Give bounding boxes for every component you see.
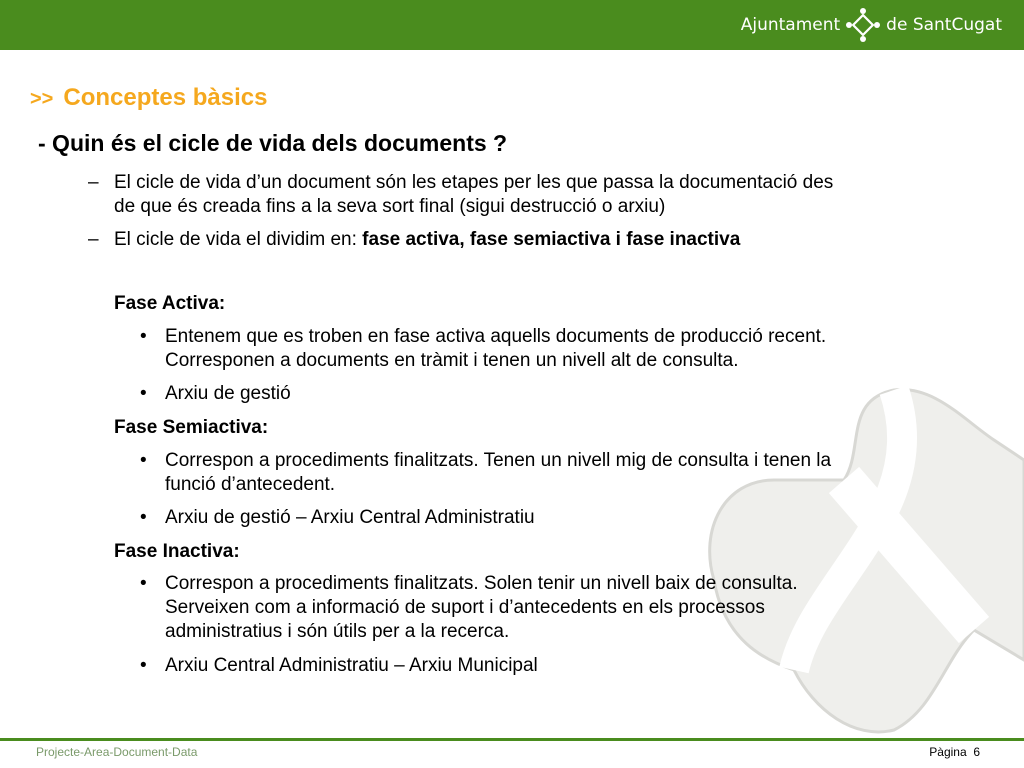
watermark-emblem-icon — [694, 330, 1024, 740]
bullet-marker: • — [140, 655, 147, 676]
page-label: Pàgina — [929, 745, 967, 759]
fase-semiactiva-title: Fase Semiactiva: — [114, 417, 269, 438]
fase-activa-b1-line2: Corresponen a documents en tràmit i tenen un nivell alt de consulta. — [165, 350, 739, 371]
bullet-marker: • — [140, 507, 147, 528]
question-heading: - Quin és el cicle de vida dels documents ? — [38, 130, 508, 156]
footer-project-name: Projecte-Area-Document-Data — [36, 745, 198, 759]
section-marker: >> — [30, 88, 54, 110]
fase-semiactiva-b1-line1: Correspon a procediments finalitzats. Tenen un nivell mig de consulta i tenen la — [165, 450, 832, 471]
fase-inactiva-b1-line2: Serveixen com a informació de suport i d’antecedents en els processos — [165, 597, 765, 618]
dash-marker: – — [88, 172, 99, 193]
bullet-marker: • — [140, 573, 147, 594]
fase-inactiva-b1-line3: administratius i són útils per a la recerca. — [165, 621, 510, 642]
section-title-text: Conceptes bàsics — [63, 84, 268, 111]
fase-inactiva-b2: Arxiu Central Administratiu – Arxiu Municipal — [165, 655, 538, 676]
dash2-bold: fase activa, fase semiactiva i fase inactiva — [362, 229, 741, 250]
footer-divider — [0, 738, 1024, 741]
dash1-line2: de que és creada fins a la seva sort final (sigui destrucció o arxiu) — [114, 196, 666, 217]
fase-inactiva-b1-line1: Correspon a procediments finalitzats. Solen tenir un nivell baix de consulta. — [165, 573, 798, 594]
footer-page-indicator — [929, 745, 980, 759]
dash1-line1: El cicle de vida d’un document són les etapes per les que passa la documentació des — [114, 172, 834, 193]
bullet-marker: • — [140, 450, 147, 471]
dash2-text: El cicle de vida el dividim en: — [114, 229, 363, 250]
header-bar — [0, 0, 1024, 50]
dash2-line — [114, 228, 740, 252]
fase-activa-title: Fase Activa: — [114, 293, 226, 314]
page-number: 6 — [973, 745, 980, 759]
section-title — [30, 84, 267, 112]
fase-semiactiva-b2: Arxiu de gestió – Arxiu Central Administratiu — [165, 507, 535, 528]
fase-semiactiva-b1-line2: funció d’antecedent. — [165, 474, 336, 495]
bullet-marker: • — [140, 383, 147, 404]
fase-activa-b1-line1: Entenem que es troben en fase activa aquells documents de producció recent. — [165, 326, 827, 347]
logo-text-left: Ajuntament — [740, 15, 841, 35]
logo-text-right: de SantCugat — [886, 15, 1002, 35]
santcugat-emblem-icon — [846, 8, 880, 42]
fase-activa-b2: Arxiu de gestió — [165, 383, 291, 404]
ajuntament-logo — [741, 9, 1002, 41]
dash-marker: – — [88, 229, 99, 250]
fase-inactiva-title: Fase Inactiva: — [114, 541, 240, 562]
bullet-marker: • — [140, 326, 147, 347]
